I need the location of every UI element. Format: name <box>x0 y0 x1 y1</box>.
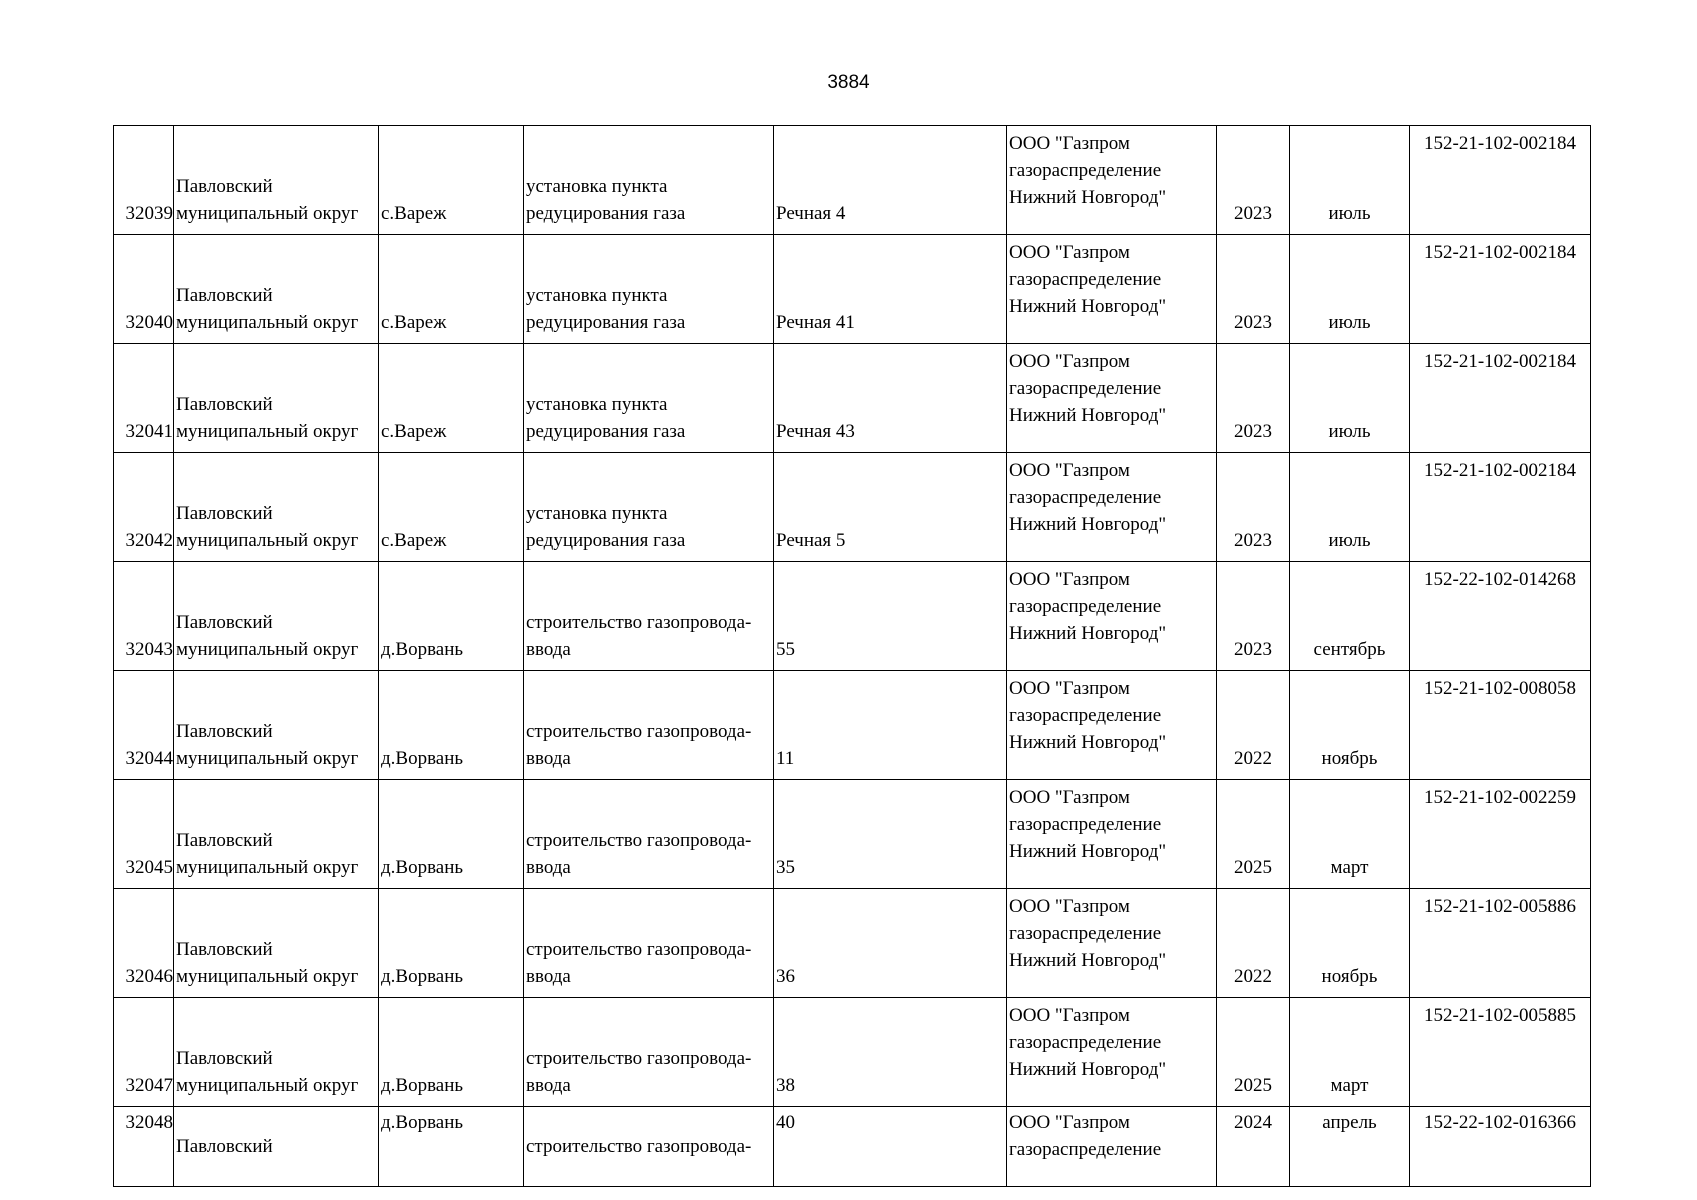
table-row <box>114 344 1591 453</box>
organization-cell-line: Нижний Новгород" <box>1009 1059 1167 1080</box>
settlement-cell: д.Ворвань <box>379 889 524 998</box>
organization-cell-line: газораспределение <box>1009 923 1162 944</box>
district-cell-line: Павловский <box>176 1048 273 1069</box>
organization-cell-line: газораспределение <box>1009 705 1162 726</box>
work-cell <box>524 889 774 998</box>
table-row <box>114 453 1591 562</box>
row-number: 32042 <box>114 453 174 562</box>
district-cell-line: муниципальный округ <box>176 748 359 769</box>
organization-cell <box>1007 344 1217 453</box>
month-cell: апрель <box>1290 1107 1410 1187</box>
organization-cell-line: газораспределение <box>1009 1139 1162 1160</box>
code-cell: 152-21-102-002184 <box>1410 126 1591 235</box>
organization-cell <box>1007 1107 1217 1187</box>
work-cell-line: ввода <box>526 639 571 660</box>
address-cell: 38 <box>774 998 1007 1107</box>
year-cell: 2025 <box>1217 780 1290 889</box>
district-cell <box>174 780 379 889</box>
settlement-cell: с.Вареж <box>379 344 524 453</box>
work-cell-line: ввода <box>526 748 571 769</box>
organization-cell-line: газораспределение <box>1009 487 1162 508</box>
district-cell: Павловский <box>174 1107 379 1187</box>
month-cell: июль <box>1290 235 1410 344</box>
table-row <box>114 235 1591 344</box>
work-cell <box>524 562 774 671</box>
organization-cell-line: Нижний Новгород" <box>1009 732 1167 753</box>
settlement-cell: д.Ворвань <box>379 998 524 1107</box>
month-cell: сентябрь <box>1290 562 1410 671</box>
organization-cell-line: газораспределение <box>1009 1032 1162 1053</box>
organization-cell-line: ООО "Газпром <box>1009 133 1130 154</box>
work-cell-line: ввода <box>526 857 571 878</box>
work-cell-line: установка пункта <box>526 394 668 415</box>
code-cell: 152-21-102-002184 <box>1410 344 1591 453</box>
district-cell <box>174 126 379 235</box>
organization-cell-line: Нижний Новгород" <box>1009 405 1167 426</box>
month-cell: март <box>1290 998 1410 1107</box>
organization-cell-line: Нижний Новгород" <box>1009 514 1167 535</box>
organization-cell-line: газораспределение <box>1009 596 1162 617</box>
organization-cell <box>1007 562 1217 671</box>
district-cell-line: Павловский <box>176 503 273 524</box>
work-cell-line: строительство газопровода- <box>526 612 752 633</box>
work-cell-line: редуцирования газа <box>526 203 686 224</box>
district-cell-line: муниципальный округ <box>176 312 359 333</box>
code-cell: 152-21-102-002259 <box>1410 780 1591 889</box>
district-cell <box>174 562 379 671</box>
work-cell-line: строительство газопровода- <box>526 1048 752 1069</box>
district-cell-line: муниципальный округ <box>176 421 359 442</box>
code-cell: 152-21-102-002184 <box>1410 453 1591 562</box>
table-row <box>114 1107 1591 1187</box>
year-cell: 2023 <box>1217 235 1290 344</box>
organization-cell <box>1007 671 1217 780</box>
organization-cell-line: ООО "Газпром <box>1009 460 1130 481</box>
work-cell <box>524 235 774 344</box>
work-cell: строительство газопровода- <box>524 1107 774 1187</box>
organization-cell-line: ООО "Газпром <box>1009 351 1130 372</box>
year-cell: 2024 <box>1217 1107 1290 1187</box>
district-cell-line: Павловский <box>176 721 273 742</box>
year-cell: 2023 <box>1217 344 1290 453</box>
organization-cell-line: Нижний Новгород" <box>1009 623 1167 644</box>
row-number: 32039 <box>114 126 174 235</box>
table-body <box>114 126 1591 1187</box>
table-row <box>114 998 1591 1107</box>
district-cell <box>174 235 379 344</box>
address-cell: 40 <box>774 1107 1007 1187</box>
row-number: 32045 <box>114 780 174 889</box>
district-cell-line: муниципальный округ <box>176 1075 359 1096</box>
year-cell: 2023 <box>1217 562 1290 671</box>
settlement-cell: д.Ворвань <box>379 1107 524 1187</box>
work-cell-line: установка пункта <box>526 503 668 524</box>
work-cell <box>524 126 774 235</box>
work-cell-line: установка пункта <box>526 176 668 197</box>
organization-cell <box>1007 453 1217 562</box>
district-cell <box>174 889 379 998</box>
organization-cell-line: ООО "Газпром <box>1009 678 1130 699</box>
district-cell-line: муниципальный округ <box>176 639 359 660</box>
district-cell-line: муниципальный округ <box>176 966 359 987</box>
code-cell: 152-22-102-014268 <box>1410 562 1591 671</box>
row-number: 32046 <box>114 889 174 998</box>
address-cell: 55 <box>774 562 1007 671</box>
table-row <box>114 126 1591 235</box>
work-cell-line: установка пункта <box>526 285 668 306</box>
district-cell <box>174 998 379 1107</box>
organization-cell-line: ООО "Газпром <box>1009 1112 1130 1133</box>
district-cell-line: муниципальный округ <box>176 857 359 878</box>
address-cell: 36 <box>774 889 1007 998</box>
settlement-cell: д.Ворвань <box>379 562 524 671</box>
work-cell-line: ввода <box>526 966 571 987</box>
year-cell: 2025 <box>1217 998 1290 1107</box>
settlement-cell: д.Ворвань <box>379 780 524 889</box>
month-cell: ноябрь <box>1290 671 1410 780</box>
organization-cell-line: газораспределение <box>1009 160 1162 181</box>
month-cell: июль <box>1290 344 1410 453</box>
district-cell <box>174 453 379 562</box>
organization-cell <box>1007 998 1217 1107</box>
year-cell: 2023 <box>1217 453 1290 562</box>
settlement-cell: д.Ворвань <box>379 671 524 780</box>
organization-cell-line: Нижний Новгород" <box>1009 950 1167 971</box>
district-cell-line: Павловский <box>176 612 273 633</box>
work-cell <box>524 671 774 780</box>
organization-cell-line: газораспределение <box>1009 814 1162 835</box>
registry-table <box>113 125 1591 1187</box>
organization-cell-line: газораспределение <box>1009 378 1162 399</box>
organization-cell-line: ООО "Газпром <box>1009 242 1130 263</box>
year-cell: 2022 <box>1217 671 1290 780</box>
organization-cell <box>1007 126 1217 235</box>
organization-cell-line: ООО "Газпром <box>1009 896 1130 917</box>
year-cell: 2022 <box>1217 889 1290 998</box>
table-row <box>114 562 1591 671</box>
organization-cell-line: ООО "Газпром <box>1009 1005 1130 1026</box>
organization-cell-line: Нижний Новгород" <box>1009 841 1167 862</box>
organization-cell-line: ООО "Газпром <box>1009 569 1130 590</box>
district-cell-line: муниципальный округ <box>176 203 359 224</box>
district-cell-line: Павловский <box>176 176 273 197</box>
month-cell: июль <box>1290 453 1410 562</box>
work-cell <box>524 998 774 1107</box>
code-cell: 152-21-102-005885 <box>1410 998 1591 1107</box>
row-number: 32041 <box>114 344 174 453</box>
organization-cell <box>1007 889 1217 998</box>
district-cell <box>174 671 379 780</box>
district-cell-line: Павловский <box>176 939 273 960</box>
row-number: 32047 <box>114 998 174 1107</box>
month-cell: март <box>1290 780 1410 889</box>
organization-cell-line: ООО "Газпром <box>1009 787 1130 808</box>
organization-cell-line: Нижний Новгород" <box>1009 187 1167 208</box>
work-cell-line: редуцирования газа <box>526 421 686 442</box>
organization-cell-line: газораспределение <box>1009 269 1162 290</box>
settlement-cell: с.Вареж <box>379 126 524 235</box>
row-number: 32048 <box>114 1107 174 1187</box>
table-row <box>114 780 1591 889</box>
address-cell: 35 <box>774 780 1007 889</box>
work-cell <box>524 453 774 562</box>
address-cell: Речная 5 <box>774 453 1007 562</box>
code-cell: 152-22-102-016366 <box>1410 1107 1591 1187</box>
address-cell: Речная 43 <box>774 344 1007 453</box>
table-row <box>114 889 1591 998</box>
work-cell <box>524 780 774 889</box>
code-cell: 152-21-102-008058 <box>1410 671 1591 780</box>
settlement-cell: с.Вареж <box>379 235 524 344</box>
address-cell: 11 <box>774 671 1007 780</box>
district-cell-line: Павловский <box>176 394 273 415</box>
district-cell-line: Павловский <box>176 285 273 306</box>
work-cell-line: ввода <box>526 1075 571 1096</box>
address-cell: Речная 41 <box>774 235 1007 344</box>
code-cell: 152-21-102-002184 <box>1410 235 1591 344</box>
code-cell: 152-21-102-005886 <box>1410 889 1591 998</box>
month-cell: июль <box>1290 126 1410 235</box>
organization-cell-line: Нижний Новгород" <box>1009 296 1167 317</box>
settlement-cell: с.Вареж <box>379 453 524 562</box>
work-cell-line: редуцирования газа <box>526 312 686 333</box>
district-cell-line: Павловский <box>176 830 273 851</box>
district-cell <box>174 344 379 453</box>
work-cell <box>524 344 774 453</box>
work-cell-line: строительство газопровода- <box>526 721 752 742</box>
month-cell: ноябрь <box>1290 889 1410 998</box>
work-cell-line: редуцирования газа <box>526 530 686 551</box>
organization-cell <box>1007 780 1217 889</box>
table-row <box>114 671 1591 780</box>
work-cell-line: строительство газопровода- <box>526 939 752 960</box>
row-number: 32040 <box>114 235 174 344</box>
page-number: 3884 <box>827 72 870 93</box>
address-cell: Речная 4 <box>774 126 1007 235</box>
district-cell-line: муниципальный округ <box>176 530 359 551</box>
work-cell-line: строительство газопровода- <box>526 830 752 851</box>
row-number: 32044 <box>114 671 174 780</box>
organization-cell <box>1007 235 1217 344</box>
row-number: 32043 <box>114 562 174 671</box>
year-cell: 2023 <box>1217 126 1290 235</box>
